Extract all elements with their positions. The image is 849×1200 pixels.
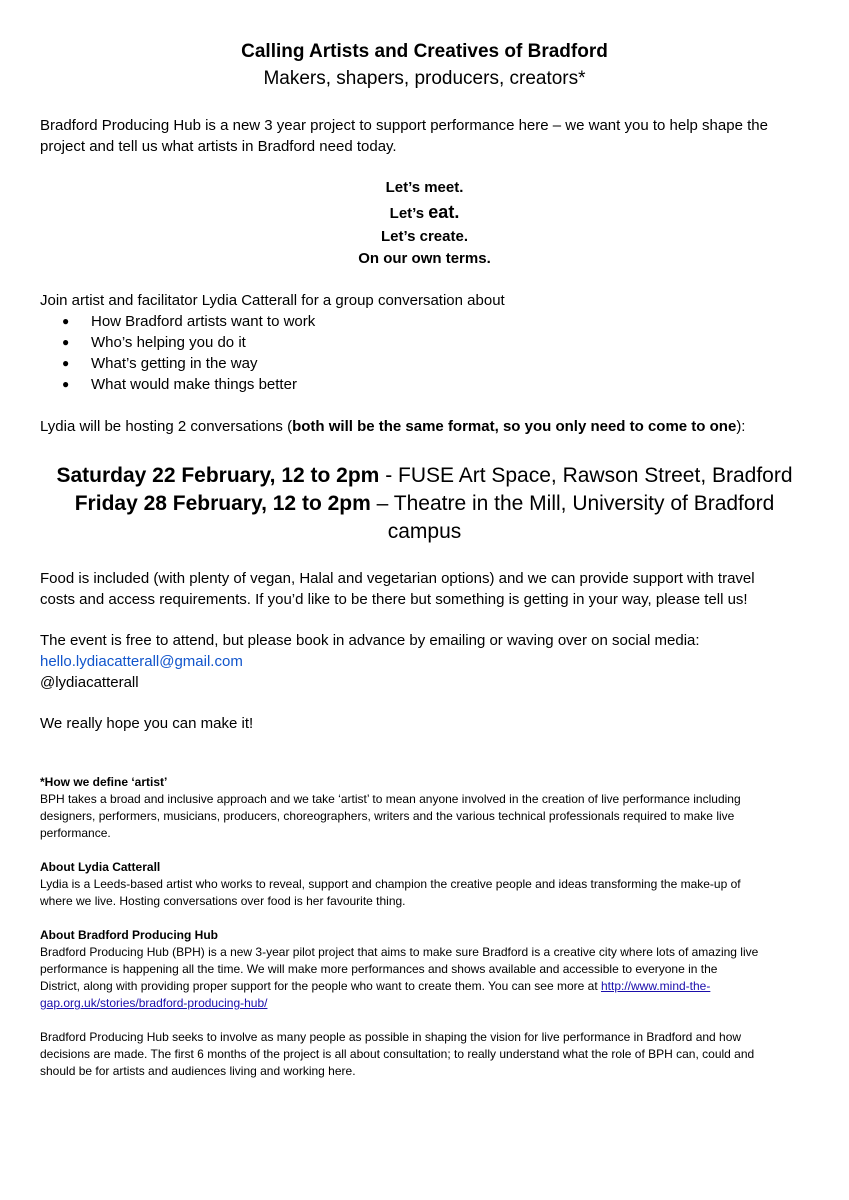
list-item: Who’s helping you do it (91, 334, 246, 351)
about-bph-line: performance is happening all the time. We will make more performances and shows available and accessible to everyone in the (40, 962, 718, 976)
hosting-note (40, 416, 745, 437)
tagline-eat (0, 201, 849, 225)
tagline-create: Let’s create. (381, 228, 468, 245)
list-item: What would make things better (91, 376, 297, 393)
tagline-eat-word: eat. (428, 202, 460, 222)
seek-line: decisions are made. The first 6 months of the project is all about consultation; to really understand what the role of BPH can, could and (40, 1047, 755, 1061)
about-bph-line: Bradford Producing Hub (BPH) is a new 3-year pilot project that aims to make sure Bradford is a creative city where lots of amazing live (40, 945, 759, 959)
booking-line: The event is free to attend, but please book in advance by emailing or waving over on social media: (40, 632, 700, 649)
bullet-icon: ● (62, 335, 70, 349)
tagline-terms: On our own terms. (358, 250, 491, 267)
email-link[interactable]: hello.lydiacatterall@gmail.com (40, 653, 243, 670)
intro-line-1: Bradford Producing Hub is a new 3 year project to support performance here – we want you to help shape the (40, 117, 768, 134)
hosting-post: ): (736, 418, 746, 435)
mind-the-gap-link[interactable]: http://www.mind-the- (600, 979, 711, 993)
event-saturday-venue: - FUSE Art Space, Rawson Street, Bradford (379, 464, 793, 487)
event-friday-venue: – Theatre in the Mill, University of Bradford (370, 492, 775, 515)
social-handle: @lydiacatterall (40, 674, 139, 691)
event-friday-cont: campus (387, 520, 462, 543)
hosting-pre: Lydia will be hosting 2 conversations ( (40, 418, 293, 435)
bullet-icon: ● (62, 377, 70, 391)
page-title: Calling Artists and Creatives of Bradford (241, 41, 608, 62)
hosting-emphasis: both will be the same format, so you only need to come to one (292, 418, 737, 435)
artist-definition-line: BPH takes a broad and inclusive approach and we take ‘artist’ to mean anyone involved in the creation of live performance including (40, 792, 741, 806)
conversation-intro: Join artist and facilitator Lydia Catterall for a group conversation about (40, 292, 505, 309)
event-saturday-date: Saturday 22 February, 12 to 2pm (56, 464, 380, 487)
bullet-icon: ● (62, 314, 70, 328)
about-bph-text: District, along with providing proper support for the people who want to create them. You can see more at (40, 979, 601, 993)
list-item: How Bradford artists want to work (91, 313, 316, 330)
event-friday-date: Friday 28 February, 12 to 2pm (74, 492, 371, 515)
seek-line: Bradford Producing Hub seeks to involve as many people as possible in shaping the vision for live performance in Bradford and how (40, 1030, 742, 1044)
event-saturday (0, 462, 849, 490)
about-lydia-heading: About Lydia Catterall (40, 860, 161, 874)
event-friday (0, 490, 849, 518)
about-bph-line (40, 978, 710, 994)
artist-definition-line: designers, performers, musicians, producers, choreographers, writers and the various technical professionals required to make live (40, 809, 735, 823)
food-line-1: Food is included (with plenty of vegan, Halal and vegetarian options) and we can provide support with travel (40, 570, 755, 587)
tagline-meet: Let’s meet. (385, 179, 464, 196)
about-lydia-line: where we live. Hosting conversations over food is her favourite thing. (40, 894, 406, 908)
closing-line: We really hope you can make it! (40, 715, 254, 732)
tagline-eat-prefix: Let’s (389, 205, 429, 222)
about-lydia-line: Lydia is a Leeds-based artist who works to reveal, support and champion the creative people and ideas transforming the make-up of (40, 877, 741, 891)
bullet-icon: ● (62, 356, 70, 370)
food-line-2: costs and access requirements. If you’d like to be there but something is getting in your way, please tell us! (40, 591, 748, 608)
artist-definition-line: performance. (40, 826, 111, 840)
about-bph-heading: About Bradford Producing Hub (40, 928, 218, 942)
seek-line: should be for artists and audiences living and working here. (40, 1064, 356, 1078)
list-item: What’s getting in the way (91, 355, 258, 372)
mind-the-gap-link-cont[interactable]: gap.org.uk/stories/bradford-producing-hub/ (40, 996, 268, 1010)
intro-line-2: project and tell us what artists in Bradford need today. (40, 138, 397, 155)
page-subtitle: Makers, shapers, producers, creators* (263, 68, 586, 89)
artist-definition-heading: *How we define ‘artist’ (40, 775, 168, 789)
